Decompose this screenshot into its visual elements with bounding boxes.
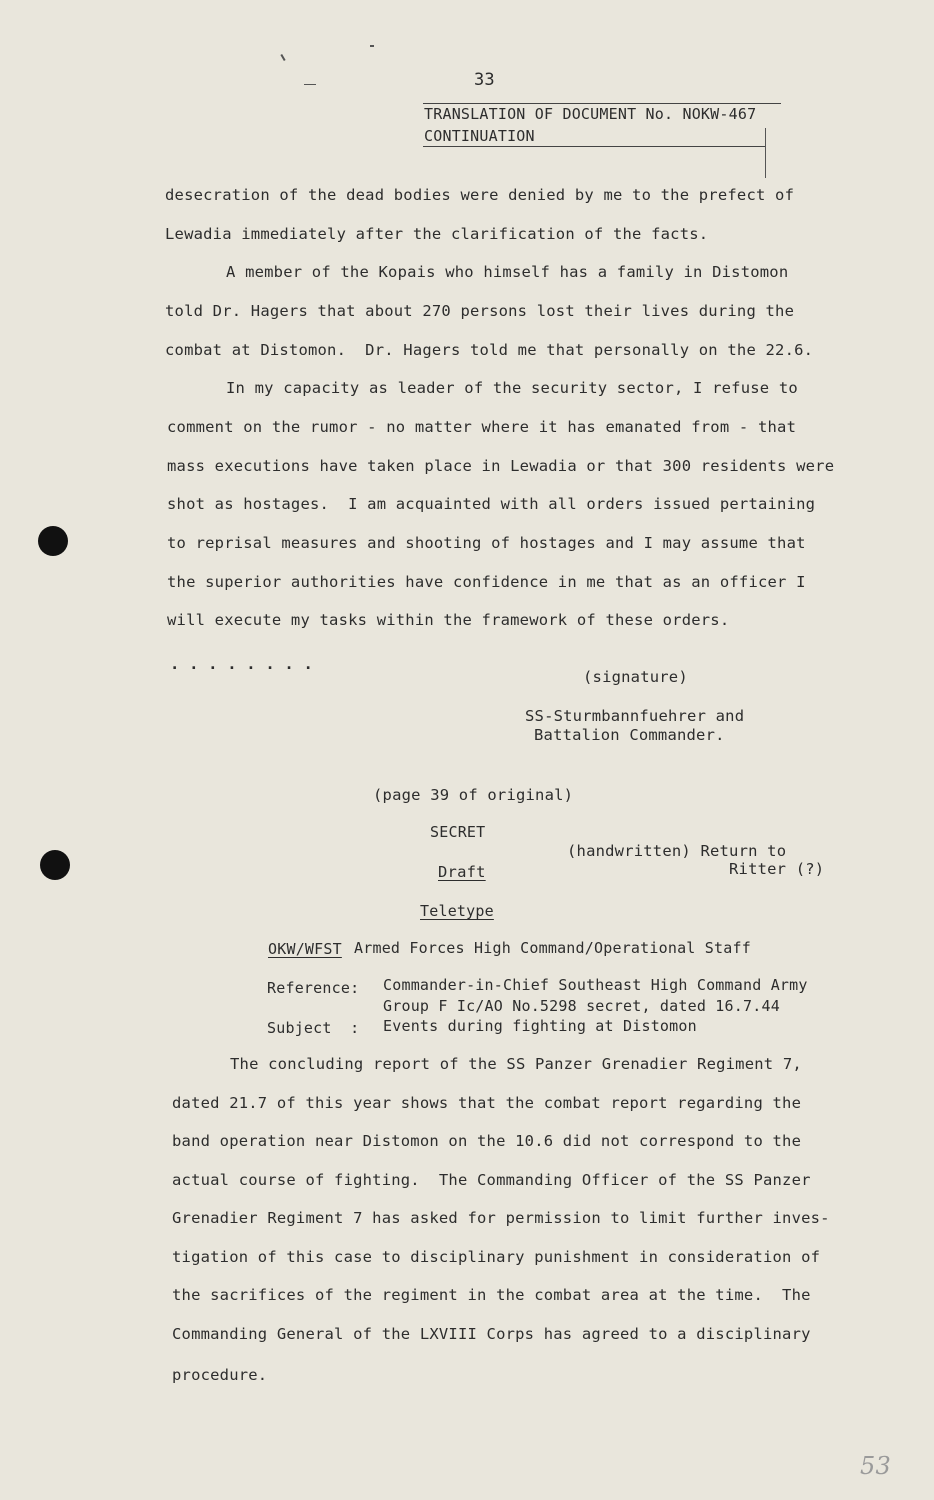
final-paragraph-line: Grenadier Regiment 7 has asked for permission to limit further inves- xyxy=(172,1209,830,1227)
body-line: A member of the Kopais who himself has a family in Distomon xyxy=(226,263,789,281)
okw-text: Armed Forces High Command/Operational Staff xyxy=(354,939,751,957)
final-paragraph-line: tigation of this case to disciplinary punishment in consideration of xyxy=(172,1248,821,1266)
header-rule-side xyxy=(765,128,766,178)
subject-label: Subject : xyxy=(267,1019,360,1037)
final-paragraph-line: actual course of fighting. The Commanding Officer of the SS Panzer xyxy=(172,1171,811,1189)
final-paragraph-line: dated 21.7 of this year shows that the combat report regarding the xyxy=(172,1094,802,1112)
header-line-2: CONTINUATION xyxy=(424,127,535,145)
page-number: 33 xyxy=(474,70,495,90)
original-page-reference: (page 39 of original) xyxy=(373,786,574,804)
header-rule-top xyxy=(423,103,781,104)
body-line: combat at Distomon. Dr. Hagers told me that personally on the 22.6. xyxy=(165,341,814,359)
stray-mark xyxy=(370,45,374,47)
body-line: shot as hostages. I am acquainted with all orders issued pertaining xyxy=(167,495,816,513)
reference-label: Reference: xyxy=(267,979,360,997)
stray-mark xyxy=(280,54,285,61)
final-paragraph-line: procedure. xyxy=(172,1366,268,1384)
final-paragraph-line: band operation near Distomon on the 10.6 did not correspond to the xyxy=(172,1132,802,1150)
body-line: desecration of the dead bodies were denied by me to the prefect of xyxy=(165,186,795,204)
omission-dots: . . . . . . . . xyxy=(170,655,313,673)
body-line: Lewadia immediately after the clarification of the facts. xyxy=(165,225,709,243)
body-line: In my capacity as leader of the security sector, I refuse to xyxy=(226,379,798,397)
teletype-label: Teletype xyxy=(420,902,494,920)
draft-label: Draft xyxy=(438,863,486,881)
body-line: mass executions have taken place in Lewadia or that 300 residents were xyxy=(167,457,835,475)
reference-line-1: Commander-in-Chief Southeast High Command Army xyxy=(383,976,808,994)
body-line: to reprisal measures and shooting of hostages and I may assume that xyxy=(167,534,806,552)
handwritten-note-line-1: (handwritten) Return to xyxy=(567,842,787,860)
final-paragraph-line: the sacrifices of the regiment in the combat area at the time. The xyxy=(172,1286,811,1304)
signature-label: (signature) xyxy=(583,668,688,686)
okw-code: OKW/WFST xyxy=(268,940,342,958)
body-line: the superior authorities have confidence in me that as an officer I xyxy=(167,573,806,591)
handwritten-note-line-2: Ritter (?) xyxy=(729,860,825,878)
signature-title-2: Battalion Commander. xyxy=(534,726,725,744)
final-paragraph-line: The concluding report of the SS Panzer Grenadier Regiment 7, xyxy=(230,1055,802,1073)
punch-hole xyxy=(40,850,70,880)
header-rule-bottom xyxy=(423,146,765,147)
body-line: told Dr. Hagers that about 270 persons lost their lives during the xyxy=(165,302,795,320)
final-paragraph-line: Commanding General of the LXVIII Corps has agreed to a disciplinary xyxy=(172,1325,811,1343)
signature-title-1: SS-Sturmbannfuehrer and xyxy=(525,707,745,725)
stray-mark xyxy=(304,84,316,85)
header-line-1: TRANSLATION OF DOCUMENT No. NOKW-467 xyxy=(424,105,757,123)
reference-line-2: Group F Ic/AO No.5298 secret, dated 16.7.44 xyxy=(383,997,780,1015)
subject-text: Events during fighting at Distomon xyxy=(383,1017,697,1035)
classification-secret: SECRET xyxy=(430,823,486,841)
body-line: comment on the rumor - no matter where it has emanated from - that xyxy=(167,418,797,436)
body-line: will execute my tasks within the framework of these orders. xyxy=(167,611,730,629)
punch-hole xyxy=(38,526,68,556)
corner-pencil-mark: 53 xyxy=(860,1452,891,1480)
